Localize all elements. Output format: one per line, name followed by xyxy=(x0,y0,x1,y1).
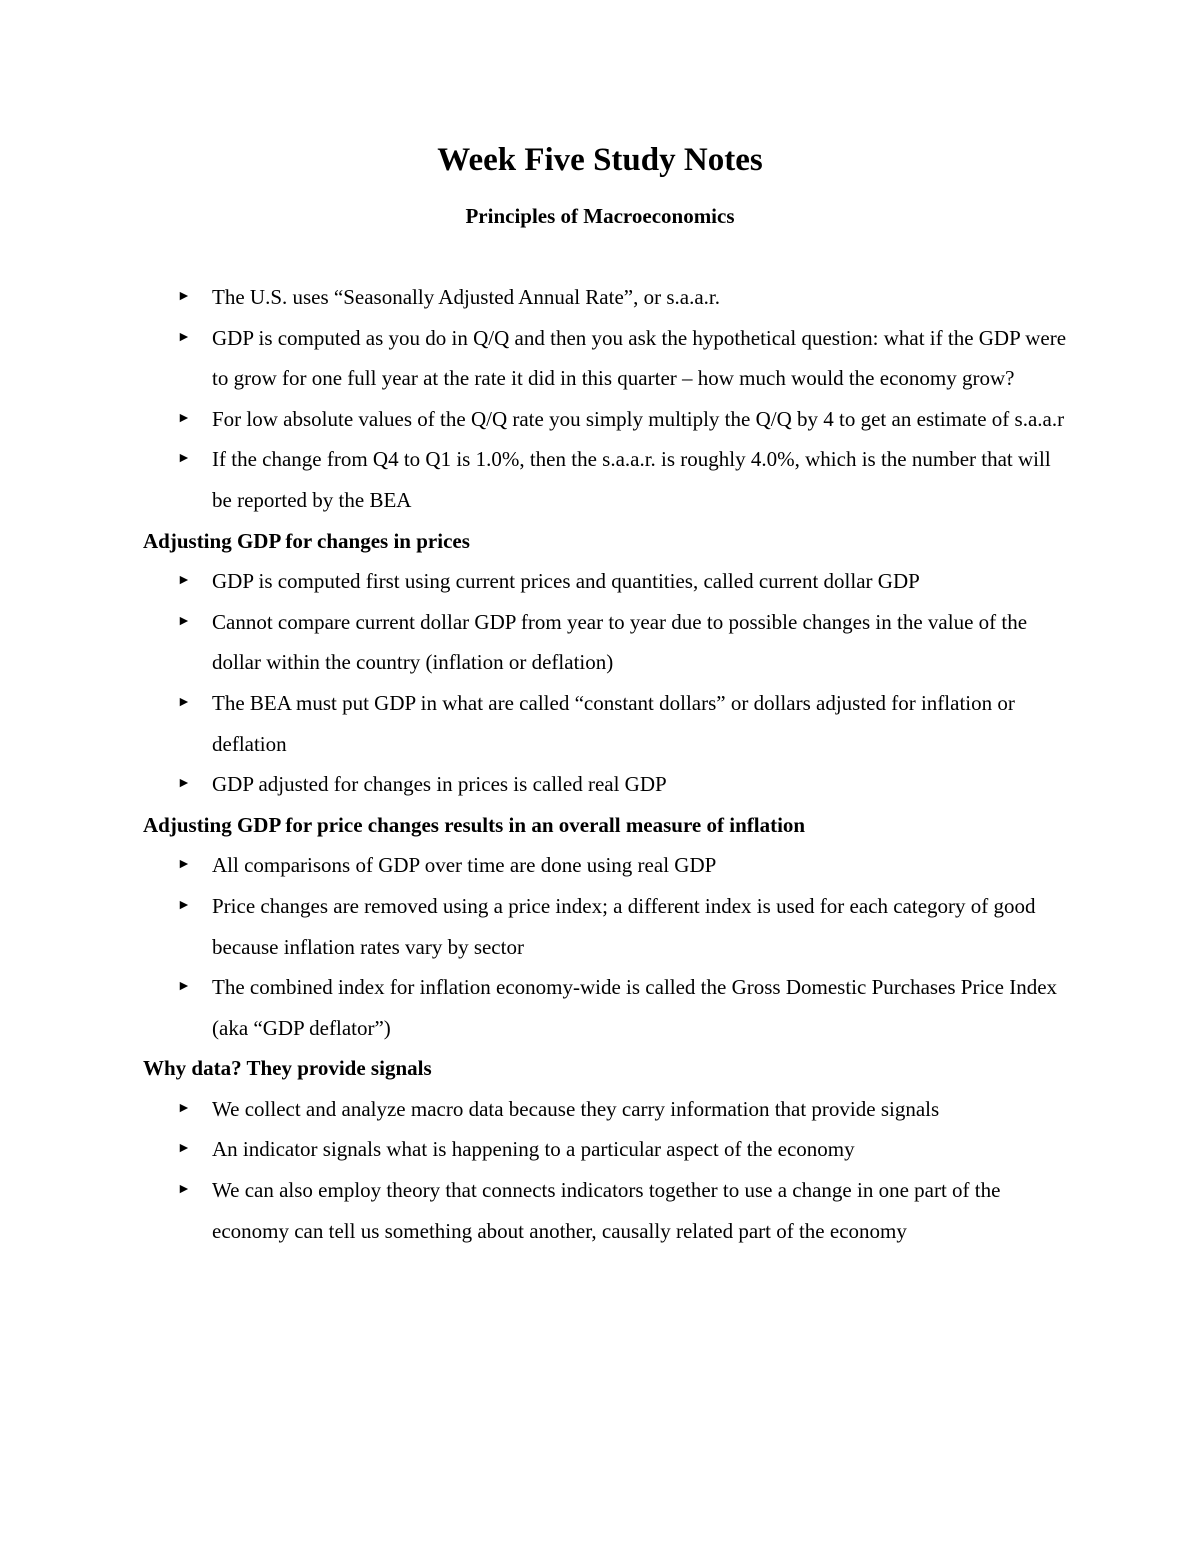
triangle-bullet-icon: ► xyxy=(177,1100,191,1116)
list-item xyxy=(143,764,1073,805)
list-item xyxy=(143,1089,1073,1130)
list-item xyxy=(143,277,1073,318)
list-item-text: The U.S. uses “Seasonally Adjusted Annual Rate”, or s.a.a.r. xyxy=(212,285,720,309)
list-item-text: GDP adjusted for changes in prices is called real GDP xyxy=(212,772,667,797)
list-item xyxy=(143,399,1073,440)
triangle-bullet-icon: ► xyxy=(177,857,191,873)
list-item xyxy=(143,439,1073,520)
list-item-text: An indicator signals what is happening to a particular aspect of the economy xyxy=(212,1137,855,1162)
triangle-bullet-icon: ► xyxy=(177,897,191,913)
list-item xyxy=(143,602,1073,683)
triangle-bullet-icon: ► xyxy=(177,776,191,792)
list-item-text: The BEA must put GDP in what are called “constant dollars” or dollars adjusted for inflation or deflation xyxy=(212,690,1015,756)
list-item xyxy=(143,967,1073,1048)
page-title: Week Five Study Notes xyxy=(437,142,763,178)
section-heading-inflation: Adjusting GDP for price changes results in an overall measure of inflation xyxy=(143,812,806,837)
triangle-bullet-icon: ► xyxy=(177,694,191,710)
inflation-bullet-list xyxy=(143,845,1073,1048)
triangle-bullet-icon: ► xyxy=(177,410,191,426)
triangle-bullet-icon: ► xyxy=(177,329,191,345)
list-item xyxy=(143,1170,1073,1251)
list-item xyxy=(143,886,1073,967)
list-item xyxy=(143,683,1073,764)
list-item xyxy=(143,561,1073,602)
triangle-bullet-icon: ► xyxy=(177,289,191,304)
list-item-text: The combined index for inflation economy-wide is called the Gross Domestic Purchases Price Index (aka “GDP deflator”) xyxy=(212,975,1058,1040)
section-heading-signals: Why data? They provide signals xyxy=(143,1056,432,1081)
list-item-text: We collect and analyze macro data because they carry information that provide signals xyxy=(212,1096,940,1121)
signals-bullet-list xyxy=(143,1089,1073,1251)
triangle-bullet-icon: ► xyxy=(177,613,191,629)
triangle-bullet-icon: ► xyxy=(177,979,191,995)
triangle-bullet-icon: ► xyxy=(177,1141,191,1157)
list-item xyxy=(143,845,1073,886)
prices-bullet-list xyxy=(143,561,1073,805)
intro-bullet-list xyxy=(143,277,1073,521)
list-item-text: Cannot compare current dollar GDP from year to year due to possible changes in the value of the dollar within the country (inflation or deflation) xyxy=(212,609,1028,675)
list-item-text: All comparisons of GDP over time are done using real GDP xyxy=(212,853,717,878)
list-item xyxy=(143,1129,1073,1170)
triangle-bullet-icon: ► xyxy=(177,1182,191,1198)
list-item-text: Price changes are removed using a price index; a different index is used for each category of good because inflation rates vary by sector xyxy=(212,893,1036,959)
list-item-text: If the change from Q4 to Q1 is 1.0%, then the s.a.a.r. is roughly 4.0%, which is the number that will be reported by the BEA xyxy=(212,447,1051,512)
list-item-text: For low absolute values of the Q/Q rate you simply multiply the Q/Q by 4 to get an estimate of s.a.a.r xyxy=(212,406,1065,431)
page-subtitle: Principles of Macroeconomics xyxy=(465,204,735,228)
section-heading-prices: Adjusting GDP for changes in prices xyxy=(143,528,470,553)
list-item xyxy=(143,318,1073,399)
list-item-text: GDP is computed first using current prices and quantities, called current dollar GDP xyxy=(212,569,920,594)
list-item-text: GDP is computed as you do in Q/Q and then you ask the hypothetical question: what if the GDP were to grow for one full year at the rate it did in this quarter – how much would the economy grow? xyxy=(212,325,1067,391)
triangle-bullet-icon: ► xyxy=(177,573,191,589)
notes-content xyxy=(143,277,1073,1251)
list-item-text: We can also employ theory that connects indicators together to use a change in one part of the economy can tell us something about another, causally related part of the economy xyxy=(212,1178,1001,1243)
triangle-bullet-icon: ► xyxy=(177,451,191,467)
